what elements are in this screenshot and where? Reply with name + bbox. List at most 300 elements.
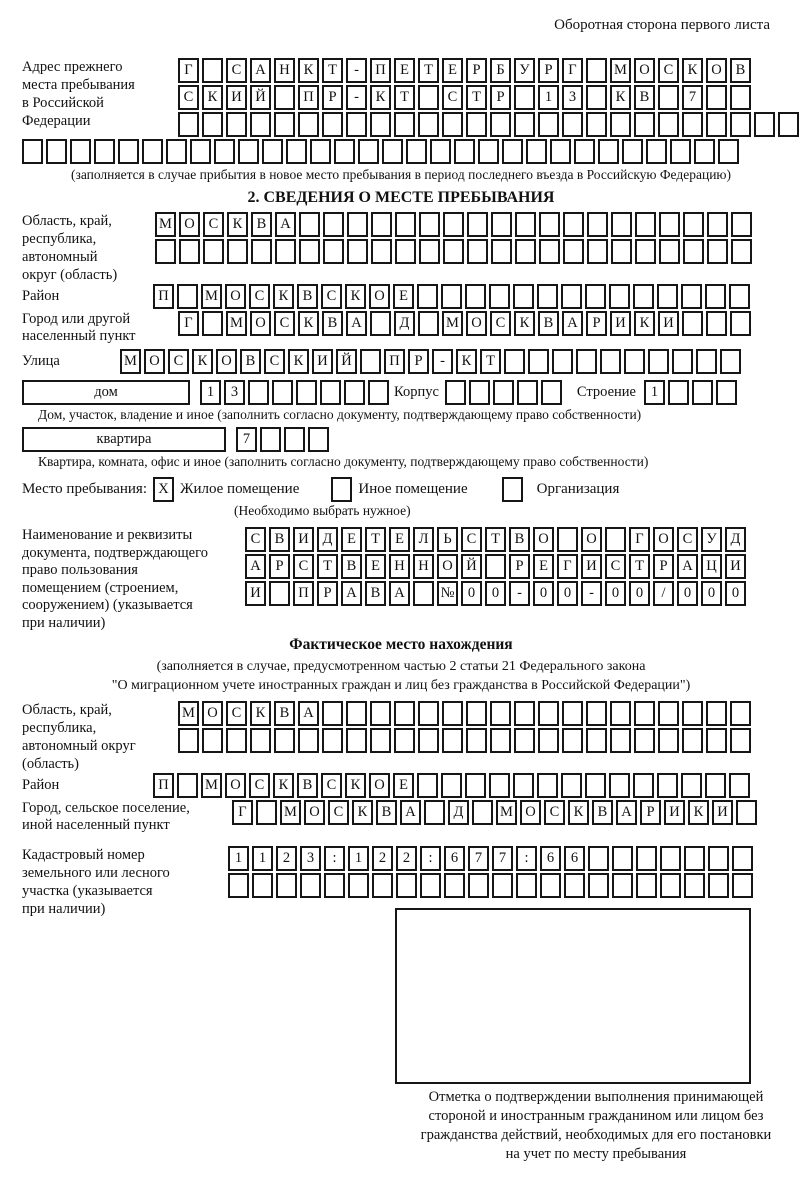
- char-box[interactable]: [394, 728, 415, 753]
- char-box[interactable]: А: [275, 212, 296, 237]
- house-field-box[interactable]: дом: [22, 380, 190, 405]
- char-box[interactable]: Д: [725, 527, 746, 552]
- char-box[interactable]: [418, 701, 439, 726]
- char-box[interactable]: -: [346, 85, 367, 110]
- char-box[interactable]: С: [168, 349, 189, 374]
- char-box[interactable]: [202, 58, 223, 83]
- char-box[interactable]: [706, 112, 727, 137]
- char-box[interactable]: [658, 728, 679, 753]
- char-box[interactable]: [708, 873, 729, 898]
- char-box[interactable]: [600, 349, 621, 374]
- char-box[interactable]: Р: [640, 800, 661, 825]
- char-box[interactable]: [657, 284, 678, 309]
- char-box[interactable]: [155, 239, 176, 264]
- char-box[interactable]: [588, 873, 609, 898]
- char-box[interactable]: [660, 873, 681, 898]
- char-box[interactable]: Н: [274, 58, 295, 83]
- char-box[interactable]: Е: [393, 773, 414, 798]
- char-box[interactable]: [657, 773, 678, 798]
- char-box[interactable]: [611, 212, 632, 237]
- char-box[interactable]: [347, 212, 368, 237]
- char-box[interactable]: Й: [250, 85, 271, 110]
- char-box[interactable]: [659, 212, 680, 237]
- char-box[interactable]: Д: [317, 527, 338, 552]
- char-box[interactable]: [202, 728, 223, 753]
- char-box[interactable]: [395, 239, 416, 264]
- char-box[interactable]: [683, 212, 704, 237]
- char-box[interactable]: 0: [605, 581, 626, 606]
- char-box[interactable]: [489, 773, 510, 798]
- char-box[interactable]: С: [677, 527, 698, 552]
- char-box[interactable]: [514, 728, 535, 753]
- char-box[interactable]: Г: [629, 527, 650, 552]
- char-box[interactable]: Т: [466, 85, 487, 110]
- char-box[interactable]: [298, 728, 319, 753]
- char-box[interactable]: [562, 728, 583, 753]
- char-box[interactable]: [320, 380, 341, 405]
- char-box[interactable]: К: [345, 773, 366, 798]
- char-box[interactable]: -: [509, 581, 530, 606]
- char-box[interactable]: [707, 239, 728, 264]
- char-box[interactable]: [468, 873, 489, 898]
- char-box[interactable]: [491, 239, 512, 264]
- char-box[interactable]: [754, 112, 775, 137]
- char-box[interactable]: 0: [725, 581, 746, 606]
- char-box[interactable]: [730, 85, 751, 110]
- char-box[interactable]: -: [346, 58, 367, 83]
- char-box[interactable]: [587, 212, 608, 237]
- char-box[interactable]: [360, 349, 381, 374]
- char-box[interactable]: [586, 112, 607, 137]
- char-box[interactable]: К: [514, 311, 535, 336]
- char-box[interactable]: Т: [317, 554, 338, 579]
- char-box[interactable]: Е: [533, 554, 554, 579]
- char-box[interactable]: [538, 112, 559, 137]
- char-box[interactable]: Р: [317, 581, 338, 606]
- char-box[interactable]: [670, 139, 691, 164]
- char-box[interactable]: [347, 239, 368, 264]
- char-box[interactable]: [514, 701, 535, 726]
- char-box[interactable]: [368, 380, 389, 405]
- char-box[interactable]: К: [568, 800, 589, 825]
- char-box[interactable]: [718, 139, 739, 164]
- char-box[interactable]: [681, 773, 702, 798]
- char-box[interactable]: :: [420, 846, 441, 871]
- char-box[interactable]: [465, 773, 486, 798]
- char-box[interactable]: [598, 139, 619, 164]
- char-box[interactable]: [610, 701, 631, 726]
- char-box[interactable]: [118, 139, 139, 164]
- char-box[interactable]: Н: [389, 554, 410, 579]
- char-box[interactable]: [444, 873, 465, 898]
- char-box[interactable]: Т: [322, 58, 343, 83]
- char-box[interactable]: [227, 239, 248, 264]
- char-box[interactable]: [552, 349, 573, 374]
- char-box[interactable]: [298, 112, 319, 137]
- char-box[interactable]: [252, 873, 273, 898]
- char-box[interactable]: У: [514, 58, 535, 83]
- char-box[interactable]: [466, 112, 487, 137]
- char-box[interactable]: [419, 212, 440, 237]
- char-box[interactable]: Р: [269, 554, 290, 579]
- char-box[interactable]: О: [202, 701, 223, 726]
- char-box[interactable]: [467, 212, 488, 237]
- char-box[interactable]: О: [369, 284, 390, 309]
- char-box[interactable]: 2: [372, 846, 393, 871]
- char-box[interactable]: [681, 284, 702, 309]
- char-box[interactable]: [646, 139, 667, 164]
- char-box[interactable]: Л: [413, 527, 434, 552]
- char-box[interactable]: [490, 701, 511, 726]
- char-box[interactable]: [668, 380, 689, 405]
- char-box[interactable]: [658, 112, 679, 137]
- char-box[interactable]: [46, 139, 67, 164]
- char-box[interactable]: [322, 701, 343, 726]
- char-box[interactable]: [563, 212, 584, 237]
- char-box[interactable]: А: [389, 581, 410, 606]
- char-box[interactable]: [490, 728, 511, 753]
- char-box[interactable]: [323, 239, 344, 264]
- char-box[interactable]: 1: [200, 380, 221, 405]
- char-box[interactable]: В: [538, 311, 559, 336]
- char-box[interactable]: П: [298, 85, 319, 110]
- char-box[interactable]: [605, 527, 626, 552]
- char-box[interactable]: [489, 284, 510, 309]
- char-box[interactable]: [424, 800, 445, 825]
- char-box[interactable]: [731, 212, 752, 237]
- char-box[interactable]: [269, 581, 290, 606]
- char-box[interactable]: -: [581, 581, 602, 606]
- char-box[interactable]: [550, 139, 571, 164]
- char-box[interactable]: Ь: [437, 527, 458, 552]
- char-box[interactable]: [609, 284, 630, 309]
- char-box[interactable]: О: [520, 800, 541, 825]
- char-box[interactable]: [417, 773, 438, 798]
- char-box[interactable]: И: [712, 800, 733, 825]
- char-box[interactable]: [585, 773, 606, 798]
- char-box[interactable]: [563, 239, 584, 264]
- char-box[interactable]: 0: [629, 581, 650, 606]
- char-box[interactable]: [540, 873, 561, 898]
- char-box[interactable]: 7: [236, 427, 257, 452]
- char-box[interactable]: [178, 728, 199, 753]
- char-box[interactable]: [324, 873, 345, 898]
- char-box[interactable]: [493, 380, 514, 405]
- char-box[interactable]: [705, 284, 726, 309]
- char-box[interactable]: И: [581, 554, 602, 579]
- char-box[interactable]: Г: [557, 554, 578, 579]
- char-box[interactable]: [445, 380, 466, 405]
- char-box[interactable]: [466, 701, 487, 726]
- char-box[interactable]: В: [297, 773, 318, 798]
- char-box[interactable]: [731, 239, 752, 264]
- char-box[interactable]: [296, 380, 317, 405]
- char-box[interactable]: П: [370, 58, 391, 83]
- char-box[interactable]: [418, 311, 439, 336]
- char-box[interactable]: [517, 380, 538, 405]
- char-box[interactable]: [492, 873, 513, 898]
- char-box[interactable]: [634, 728, 655, 753]
- char-box[interactable]: [454, 139, 475, 164]
- char-box[interactable]: [514, 85, 535, 110]
- char-box[interactable]: Е: [341, 527, 362, 552]
- char-box[interactable]: О: [250, 311, 271, 336]
- char-box[interactable]: [478, 139, 499, 164]
- char-box[interactable]: [622, 139, 643, 164]
- char-box[interactable]: [70, 139, 91, 164]
- char-box[interactable]: Е: [389, 527, 410, 552]
- char-box[interactable]: [466, 728, 487, 753]
- char-box[interactable]: [248, 380, 269, 405]
- char-box[interactable]: 6: [540, 846, 561, 871]
- char-box[interactable]: [226, 728, 247, 753]
- char-box[interactable]: [659, 239, 680, 264]
- char-box[interactable]: [707, 212, 728, 237]
- char-box[interactable]: С: [249, 284, 270, 309]
- char-box[interactable]: К: [298, 58, 319, 83]
- char-box[interactable]: [539, 212, 560, 237]
- char-box[interactable]: [514, 112, 535, 137]
- char-box[interactable]: [526, 139, 547, 164]
- char-box[interactable]: П: [153, 773, 174, 798]
- char-box[interactable]: 7: [682, 85, 703, 110]
- char-box[interactable]: [539, 239, 560, 264]
- char-box[interactable]: [658, 85, 679, 110]
- char-box[interactable]: Е: [394, 58, 415, 83]
- char-box[interactable]: К: [250, 701, 271, 726]
- char-box[interactable]: [706, 701, 727, 726]
- char-box[interactable]: Д: [448, 800, 469, 825]
- char-box[interactable]: К: [610, 85, 631, 110]
- char-box[interactable]: [256, 800, 277, 825]
- char-box[interactable]: [729, 773, 750, 798]
- char-box[interactable]: [682, 112, 703, 137]
- char-box[interactable]: Г: [562, 58, 583, 83]
- char-box[interactable]: [262, 139, 283, 164]
- char-box[interactable]: И: [245, 581, 266, 606]
- char-box[interactable]: А: [562, 311, 583, 336]
- char-box[interactable]: [166, 139, 187, 164]
- char-box[interactable]: В: [251, 212, 272, 237]
- char-box[interactable]: [730, 701, 751, 726]
- char-box[interactable]: [94, 139, 115, 164]
- char-box[interactable]: [682, 728, 703, 753]
- char-box[interactable]: [358, 139, 379, 164]
- char-box[interactable]: [502, 139, 523, 164]
- char-box[interactable]: [586, 701, 607, 726]
- char-box[interactable]: [250, 112, 271, 137]
- char-box[interactable]: О: [533, 527, 554, 552]
- char-box[interactable]: С: [226, 58, 247, 83]
- char-box[interactable]: [442, 728, 463, 753]
- char-box[interactable]: [730, 112, 751, 137]
- char-box[interactable]: [370, 112, 391, 137]
- char-box[interactable]: С: [226, 701, 247, 726]
- char-box[interactable]: [730, 311, 751, 336]
- char-box[interactable]: 0: [461, 581, 482, 606]
- char-box[interactable]: 0: [533, 581, 554, 606]
- char-box[interactable]: К: [688, 800, 709, 825]
- char-box[interactable]: М: [610, 58, 631, 83]
- char-box[interactable]: [441, 284, 462, 309]
- char-box[interactable]: М: [226, 311, 247, 336]
- char-box[interactable]: [214, 139, 235, 164]
- char-box[interactable]: Р: [586, 311, 607, 336]
- char-box[interactable]: [272, 380, 293, 405]
- char-box[interactable]: [226, 112, 247, 137]
- char-box[interactable]: [541, 380, 562, 405]
- char-box[interactable]: [633, 773, 654, 798]
- char-box[interactable]: [395, 212, 416, 237]
- char-box[interactable]: С: [249, 773, 270, 798]
- char-box[interactable]: [634, 701, 655, 726]
- char-box[interactable]: В: [634, 85, 655, 110]
- char-box[interactable]: [696, 349, 717, 374]
- char-box[interactable]: [443, 239, 464, 264]
- char-box[interactable]: [284, 427, 305, 452]
- char-box[interactable]: [635, 212, 656, 237]
- char-box[interactable]: И: [293, 527, 314, 552]
- char-box[interactable]: [609, 773, 630, 798]
- char-box[interactable]: [394, 701, 415, 726]
- char-box[interactable]: И: [610, 311, 631, 336]
- char-box[interactable]: [504, 349, 525, 374]
- char-box[interactable]: [394, 112, 415, 137]
- char-box[interactable]: [299, 239, 320, 264]
- char-box[interactable]: Е: [393, 284, 414, 309]
- char-box[interactable]: [178, 112, 199, 137]
- char-box[interactable]: [344, 380, 365, 405]
- char-box[interactable]: [465, 284, 486, 309]
- char-box[interactable]: [513, 284, 534, 309]
- char-box[interactable]: 1: [228, 846, 249, 871]
- char-box[interactable]: М: [442, 311, 463, 336]
- char-box[interactable]: А: [400, 800, 421, 825]
- char-box[interactable]: [660, 846, 681, 871]
- char-box[interactable]: И: [658, 311, 679, 336]
- char-box[interactable]: 1: [644, 380, 665, 405]
- char-box[interactable]: Р: [408, 349, 429, 374]
- char-box[interactable]: О: [225, 284, 246, 309]
- char-box[interactable]: У: [701, 527, 722, 552]
- char-box[interactable]: К: [202, 85, 223, 110]
- char-box[interactable]: В: [730, 58, 751, 83]
- char-box[interactable]: [634, 112, 655, 137]
- char-box[interactable]: В: [322, 311, 343, 336]
- char-box[interactable]: [310, 139, 331, 164]
- char-box[interactable]: [370, 701, 391, 726]
- char-box[interactable]: [371, 239, 392, 264]
- char-box[interactable]: Т: [418, 58, 439, 83]
- char-box[interactable]: [238, 139, 259, 164]
- char-box[interactable]: [557, 527, 578, 552]
- char-box[interactable]: [612, 873, 633, 898]
- char-box[interactable]: [538, 701, 559, 726]
- char-box[interactable]: Т: [480, 349, 501, 374]
- char-box[interactable]: С: [321, 773, 342, 798]
- char-box[interactable]: 2: [396, 846, 417, 871]
- char-box[interactable]: [692, 380, 713, 405]
- char-box[interactable]: С: [293, 554, 314, 579]
- char-box[interactable]: [732, 873, 753, 898]
- char-box[interactable]: И: [312, 349, 333, 374]
- char-box[interactable]: [706, 728, 727, 753]
- char-box[interactable]: О: [653, 527, 674, 552]
- char-box[interactable]: В: [240, 349, 261, 374]
- char-box[interactable]: [778, 112, 799, 137]
- char-box[interactable]: А: [616, 800, 637, 825]
- char-box[interactable]: [418, 728, 439, 753]
- char-box[interactable]: Т: [485, 527, 506, 552]
- char-box[interactable]: В: [297, 284, 318, 309]
- char-box[interactable]: 3: [224, 380, 245, 405]
- char-box[interactable]: [513, 773, 534, 798]
- char-box[interactable]: К: [273, 773, 294, 798]
- char-box[interactable]: 0: [701, 581, 722, 606]
- char-box[interactable]: [561, 773, 582, 798]
- char-box[interactable]: [469, 380, 490, 405]
- char-box[interactable]: В: [365, 581, 386, 606]
- char-box[interactable]: Г: [232, 800, 253, 825]
- char-box[interactable]: [684, 873, 705, 898]
- char-box[interactable]: Й: [336, 349, 357, 374]
- char-box[interactable]: О: [581, 527, 602, 552]
- char-box[interactable]: [636, 873, 657, 898]
- char-box[interactable]: [346, 701, 367, 726]
- char-box[interactable]: [371, 212, 392, 237]
- char-box[interactable]: [574, 139, 595, 164]
- checkbox-other-premises[interactable]: [331, 477, 352, 502]
- char-box[interactable]: К: [352, 800, 373, 825]
- char-box[interactable]: [142, 139, 163, 164]
- char-box[interactable]: [274, 112, 295, 137]
- char-box[interactable]: [682, 311, 703, 336]
- char-box[interactable]: С: [605, 554, 626, 579]
- char-box[interactable]: В: [592, 800, 613, 825]
- char-box[interactable]: [322, 112, 343, 137]
- char-box[interactable]: 3: [300, 846, 321, 871]
- char-box[interactable]: [396, 873, 417, 898]
- char-box[interactable]: [538, 728, 559, 753]
- char-box[interactable]: О: [225, 773, 246, 798]
- char-box[interactable]: П: [293, 581, 314, 606]
- char-box[interactable]: [370, 728, 391, 753]
- char-box[interactable]: А: [346, 311, 367, 336]
- char-box[interactable]: [202, 112, 223, 137]
- char-box[interactable]: К: [345, 284, 366, 309]
- char-box[interactable]: [203, 239, 224, 264]
- char-box[interactable]: С: [328, 800, 349, 825]
- char-box[interactable]: [576, 349, 597, 374]
- char-box[interactable]: [382, 139, 403, 164]
- char-box[interactable]: Р: [538, 58, 559, 83]
- char-box[interactable]: И: [725, 554, 746, 579]
- char-box[interactable]: С: [544, 800, 565, 825]
- char-box[interactable]: [729, 284, 750, 309]
- char-box[interactable]: К: [634, 311, 655, 336]
- char-box[interactable]: [418, 112, 439, 137]
- char-box[interactable]: [177, 284, 198, 309]
- char-box[interactable]: [648, 349, 669, 374]
- char-box[interactable]: [441, 773, 462, 798]
- char-box[interactable]: [732, 846, 753, 871]
- char-box[interactable]: [442, 701, 463, 726]
- char-box[interactable]: 0: [677, 581, 698, 606]
- char-box[interactable]: [706, 85, 727, 110]
- char-box[interactable]: К: [288, 349, 309, 374]
- char-box[interactable]: О: [179, 212, 200, 237]
- char-box[interactable]: С: [178, 85, 199, 110]
